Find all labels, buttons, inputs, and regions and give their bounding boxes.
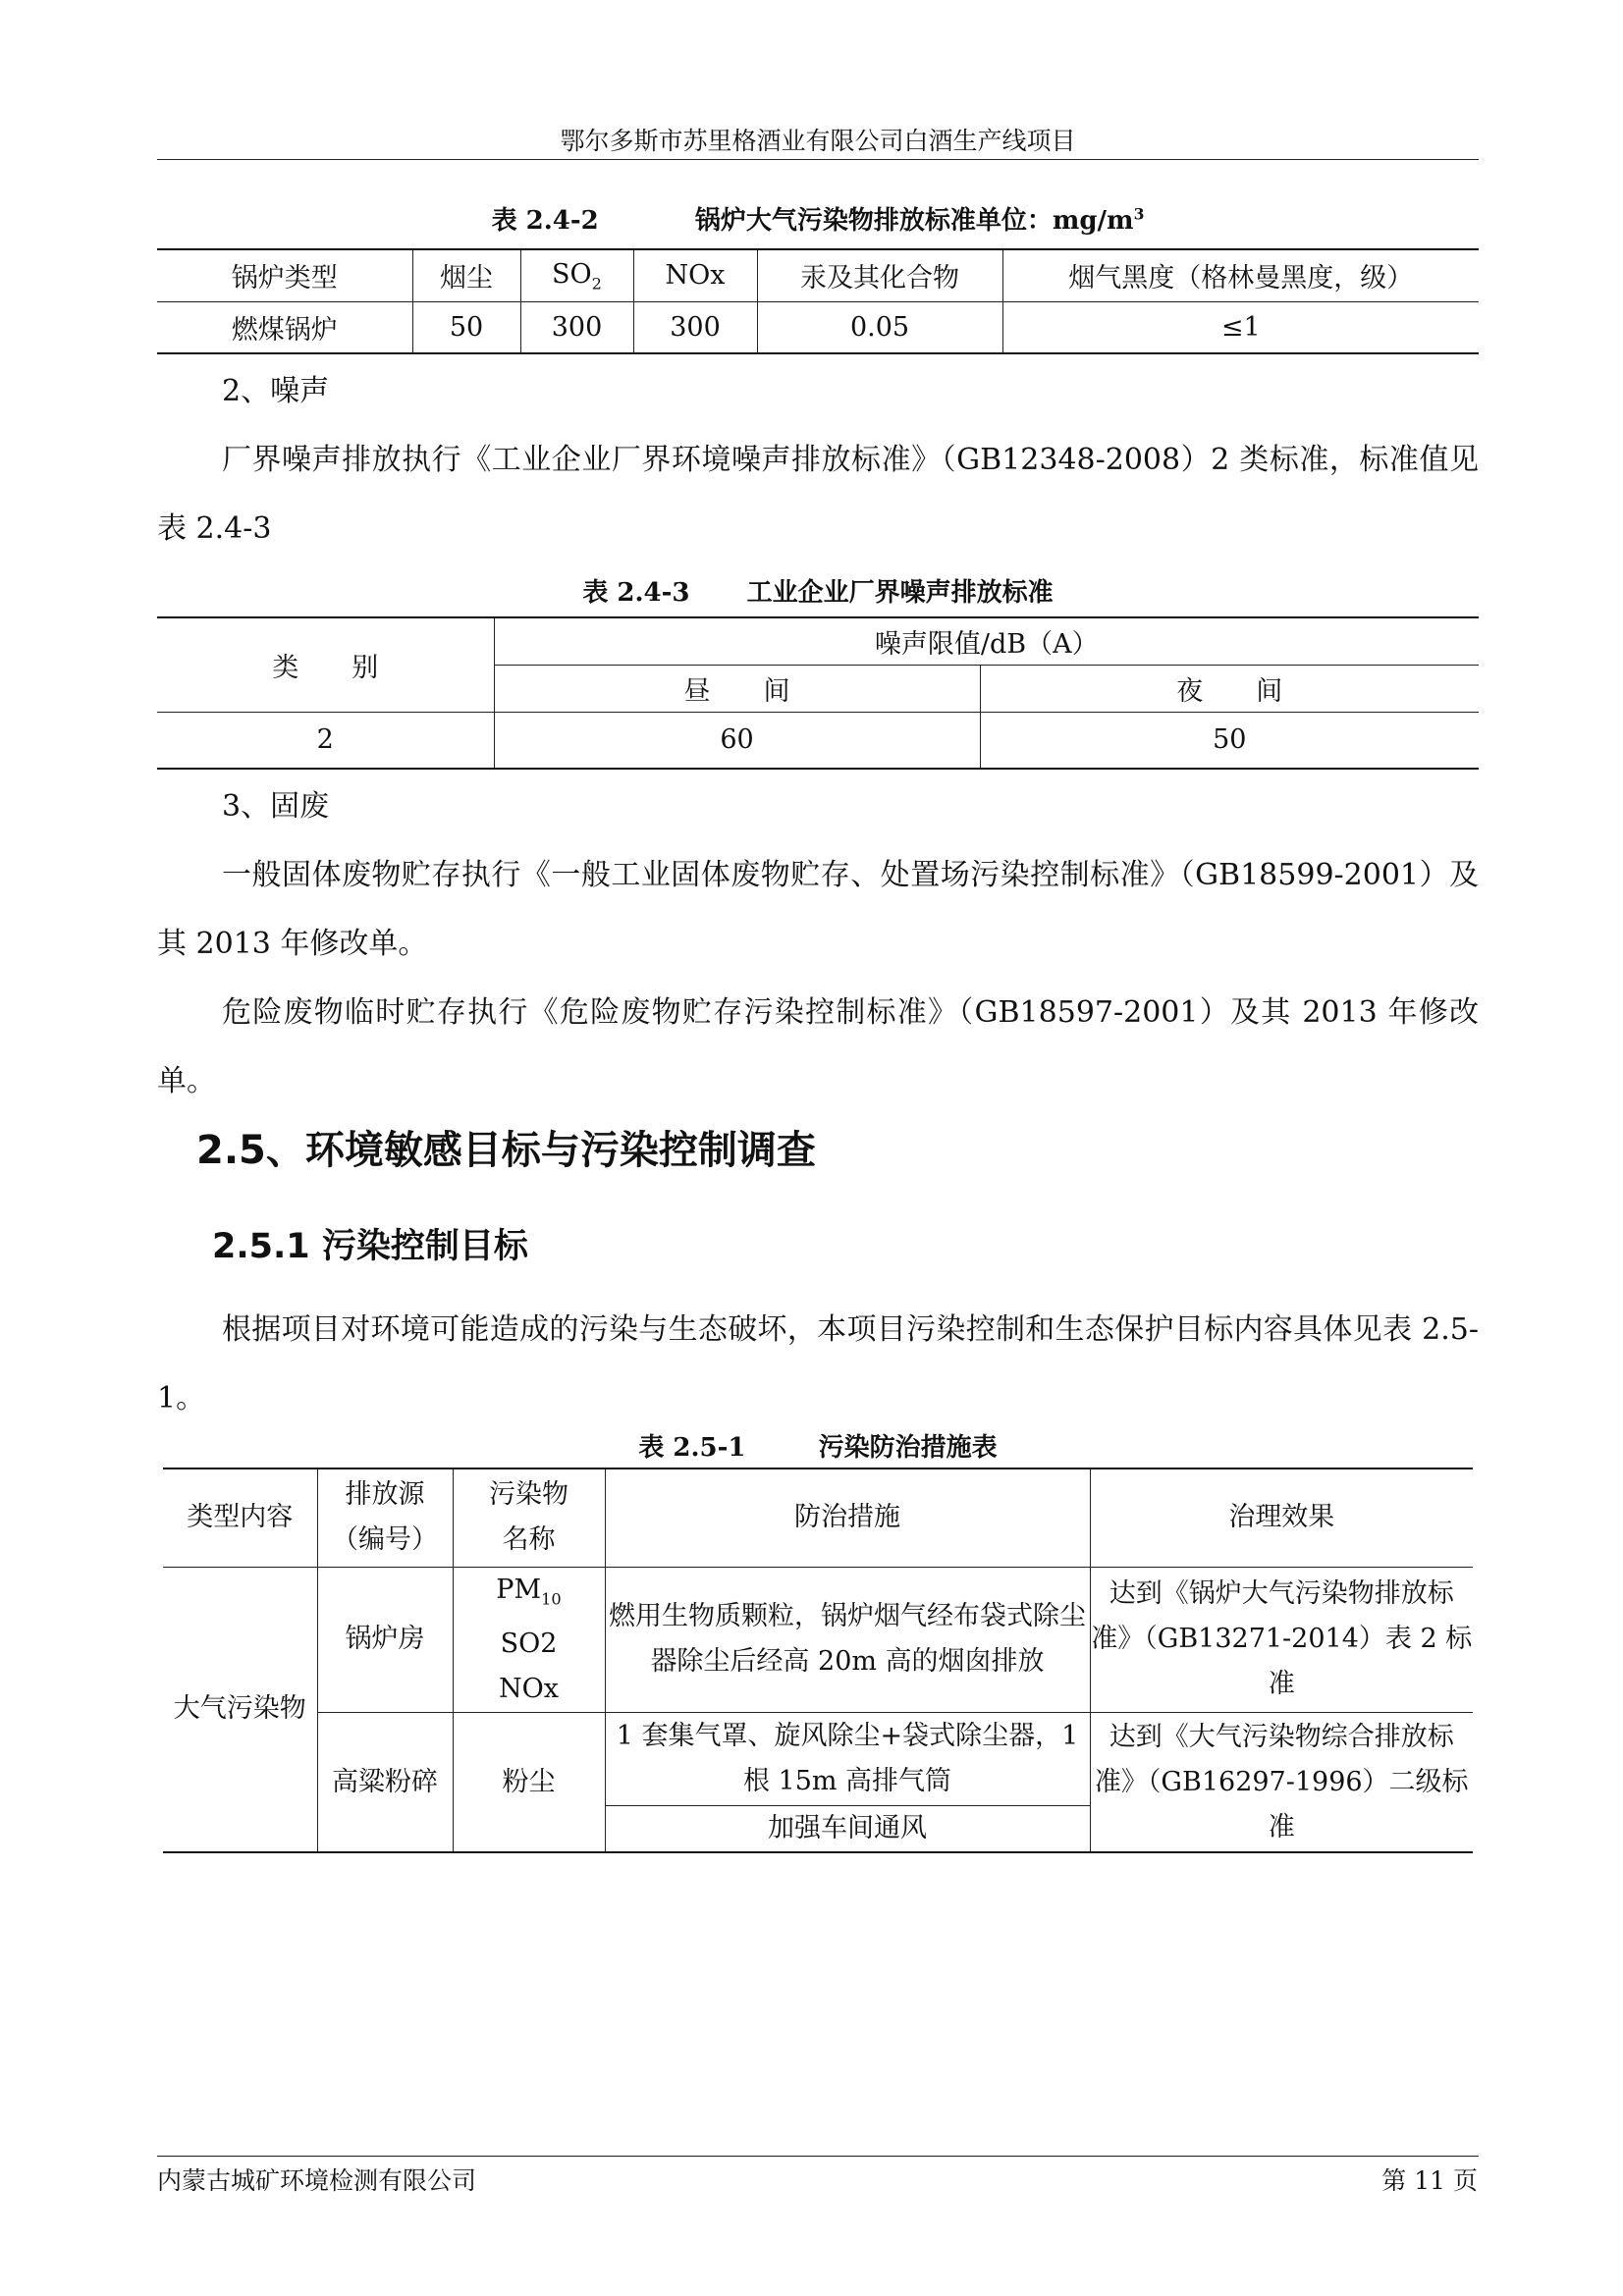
caption-superscript: 3 <box>1133 204 1145 224</box>
footer-rule <box>157 2156 1479 2157</box>
section-2-5-1-paragraph: 根据项目对环境可能造成的污染与生态破坏，本项目污染控制和生态保护目标内容具体见表 2.5-1。 <box>157 1312 1479 1415</box>
col-source: 排放源 （编号） <box>317 1468 453 1567</box>
col-nox: NOx <box>633 249 757 301</box>
table-row <box>157 712 1479 769</box>
table-cell: 加强车间通风 <box>605 1805 1090 1852</box>
table-row <box>157 301 1479 353</box>
solid-waste-paragraph-1: 一般固体废物贮存执行《一般工业固体废物贮存、处置场污染控制标准》（GB18599-2001）及其 2013 年修改单。 <box>157 858 1479 961</box>
table-cell: 0.05 <box>757 301 1002 353</box>
table-cell: 燃煤锅炉 <box>157 301 412 353</box>
solid-waste-heading: 3、固废 <box>222 789 330 824</box>
table-header-row <box>157 249 1479 301</box>
page-number: 第 11 页 <box>1381 2166 1478 2195</box>
table-header-row <box>163 1468 1473 1567</box>
running-header: 鄂尔多斯市苏里格酒业有限公司白酒生产线项目 <box>560 127 1076 155</box>
boiler-emission-table <box>157 248 1479 354</box>
table-cell: $PM_{10}$ SO2 NOx <box>453 1567 605 1712</box>
col-smoke-blackness: 烟气黑度（格林曼黑度，级） <box>1002 249 1479 301</box>
table-cell: 高粱粉碎 <box>317 1712 453 1852</box>
table-cell: 燃用生物质颗粒，锅炉烟气经布袋式除尘器除尘后经高 20m 高的烟囱排放 <box>605 1567 1090 1712</box>
col-category: 类 别 <box>157 617 494 712</box>
col-dust: 烟尘 <box>412 249 520 301</box>
caption-title: 污染防治措施表 <box>818 1433 998 1463</box>
table-cell: 50 <box>980 712 1479 769</box>
header-rule <box>157 159 1479 160</box>
table-2-5-1-caption <box>157 1427 1479 1464</box>
table-row <box>163 1712 1473 1805</box>
table-cell: 1 套集气罩、旋风除尘+袋式除尘器，1 根 15m 高排气筒 <box>605 1712 1090 1805</box>
col-boiler-type: 锅炉类型 <box>157 249 412 301</box>
solid-waste-paragraph-2: 危险废物临时贮存执行《危险废物贮存污染控制标准》（GB18597-2001）及其 2013 年修改单。 <box>157 995 1479 1098</box>
table-cell: 60 <box>494 712 980 769</box>
table-cell: 锅炉房 <box>317 1567 453 1712</box>
table-2-4-3-caption <box>157 572 1479 609</box>
col-type: 类型内容 <box>163 1468 317 1567</box>
caption-title: 锅炉大气污染物排放标准单位：mg/m <box>694 206 1134 236</box>
table-cell: 50 <box>412 301 520 353</box>
col-noise-limit: 噪声限值/dB（A） <box>494 617 1479 665</box>
caption-number: 表 2.5-1 <box>638 1433 746 1463</box>
noise-paragraph: 厂界噪声排放执行《工业企业厂界环境噪声排放标准》（GB12348-2008）2 类标准，标准值见表 2.4-3 <box>157 443 1479 546</box>
table-cell: 300 <box>520 301 633 353</box>
noise-heading: 2、噪声 <box>222 374 330 408</box>
pollution-control-table <box>163 1468 1473 1853</box>
table-cell: 粉尘 <box>453 1712 605 1852</box>
noise-standard-table <box>157 616 1479 770</box>
col-mercury: 汞及其化合物 <box>757 249 1002 301</box>
table-cell: ≤1 <box>1002 301 1479 353</box>
caption-number: 表 2.4-3 <box>582 578 690 608</box>
caption-number: 表 2.4-2 <box>491 206 599 236</box>
footer-company: 内蒙古城矿环境检测有限公司 <box>157 2166 477 2195</box>
table-cell: 达到《大气污染物综合排放标准》（GB16297-1996）二级标准 <box>1090 1712 1473 1852</box>
table-cell: 2 <box>157 712 494 769</box>
col-effect: 治理效果 <box>1090 1468 1473 1567</box>
col-pollutant: 污染物 名称 <box>453 1468 605 1567</box>
section-heading-2-5: 2.5、环境敏感目标与污染控制调查 <box>196 1128 816 1173</box>
col-measures: 防治措施 <box>605 1468 1090 1567</box>
section-heading-2-5-1: 2.5.1 污染控制目标 <box>212 1227 528 1266</box>
table-cell-type: 大气污染物 <box>163 1567 317 1852</box>
col-daytime: 昼 间 <box>494 665 980 712</box>
col-nighttime: 夜 间 <box>980 665 1479 712</box>
table-2-4-2-caption <box>157 200 1479 237</box>
col-so2: $SO_2$ <box>520 249 633 301</box>
table-row <box>163 1567 1473 1712</box>
table-cell: 达到《锅炉大气污染物排放标准》（GB13271-2014）表 2 标准 <box>1090 1567 1473 1712</box>
caption-title: 工业企业厂界噪声排放标准 <box>746 578 1054 608</box>
table-cell: 300 <box>633 301 757 353</box>
